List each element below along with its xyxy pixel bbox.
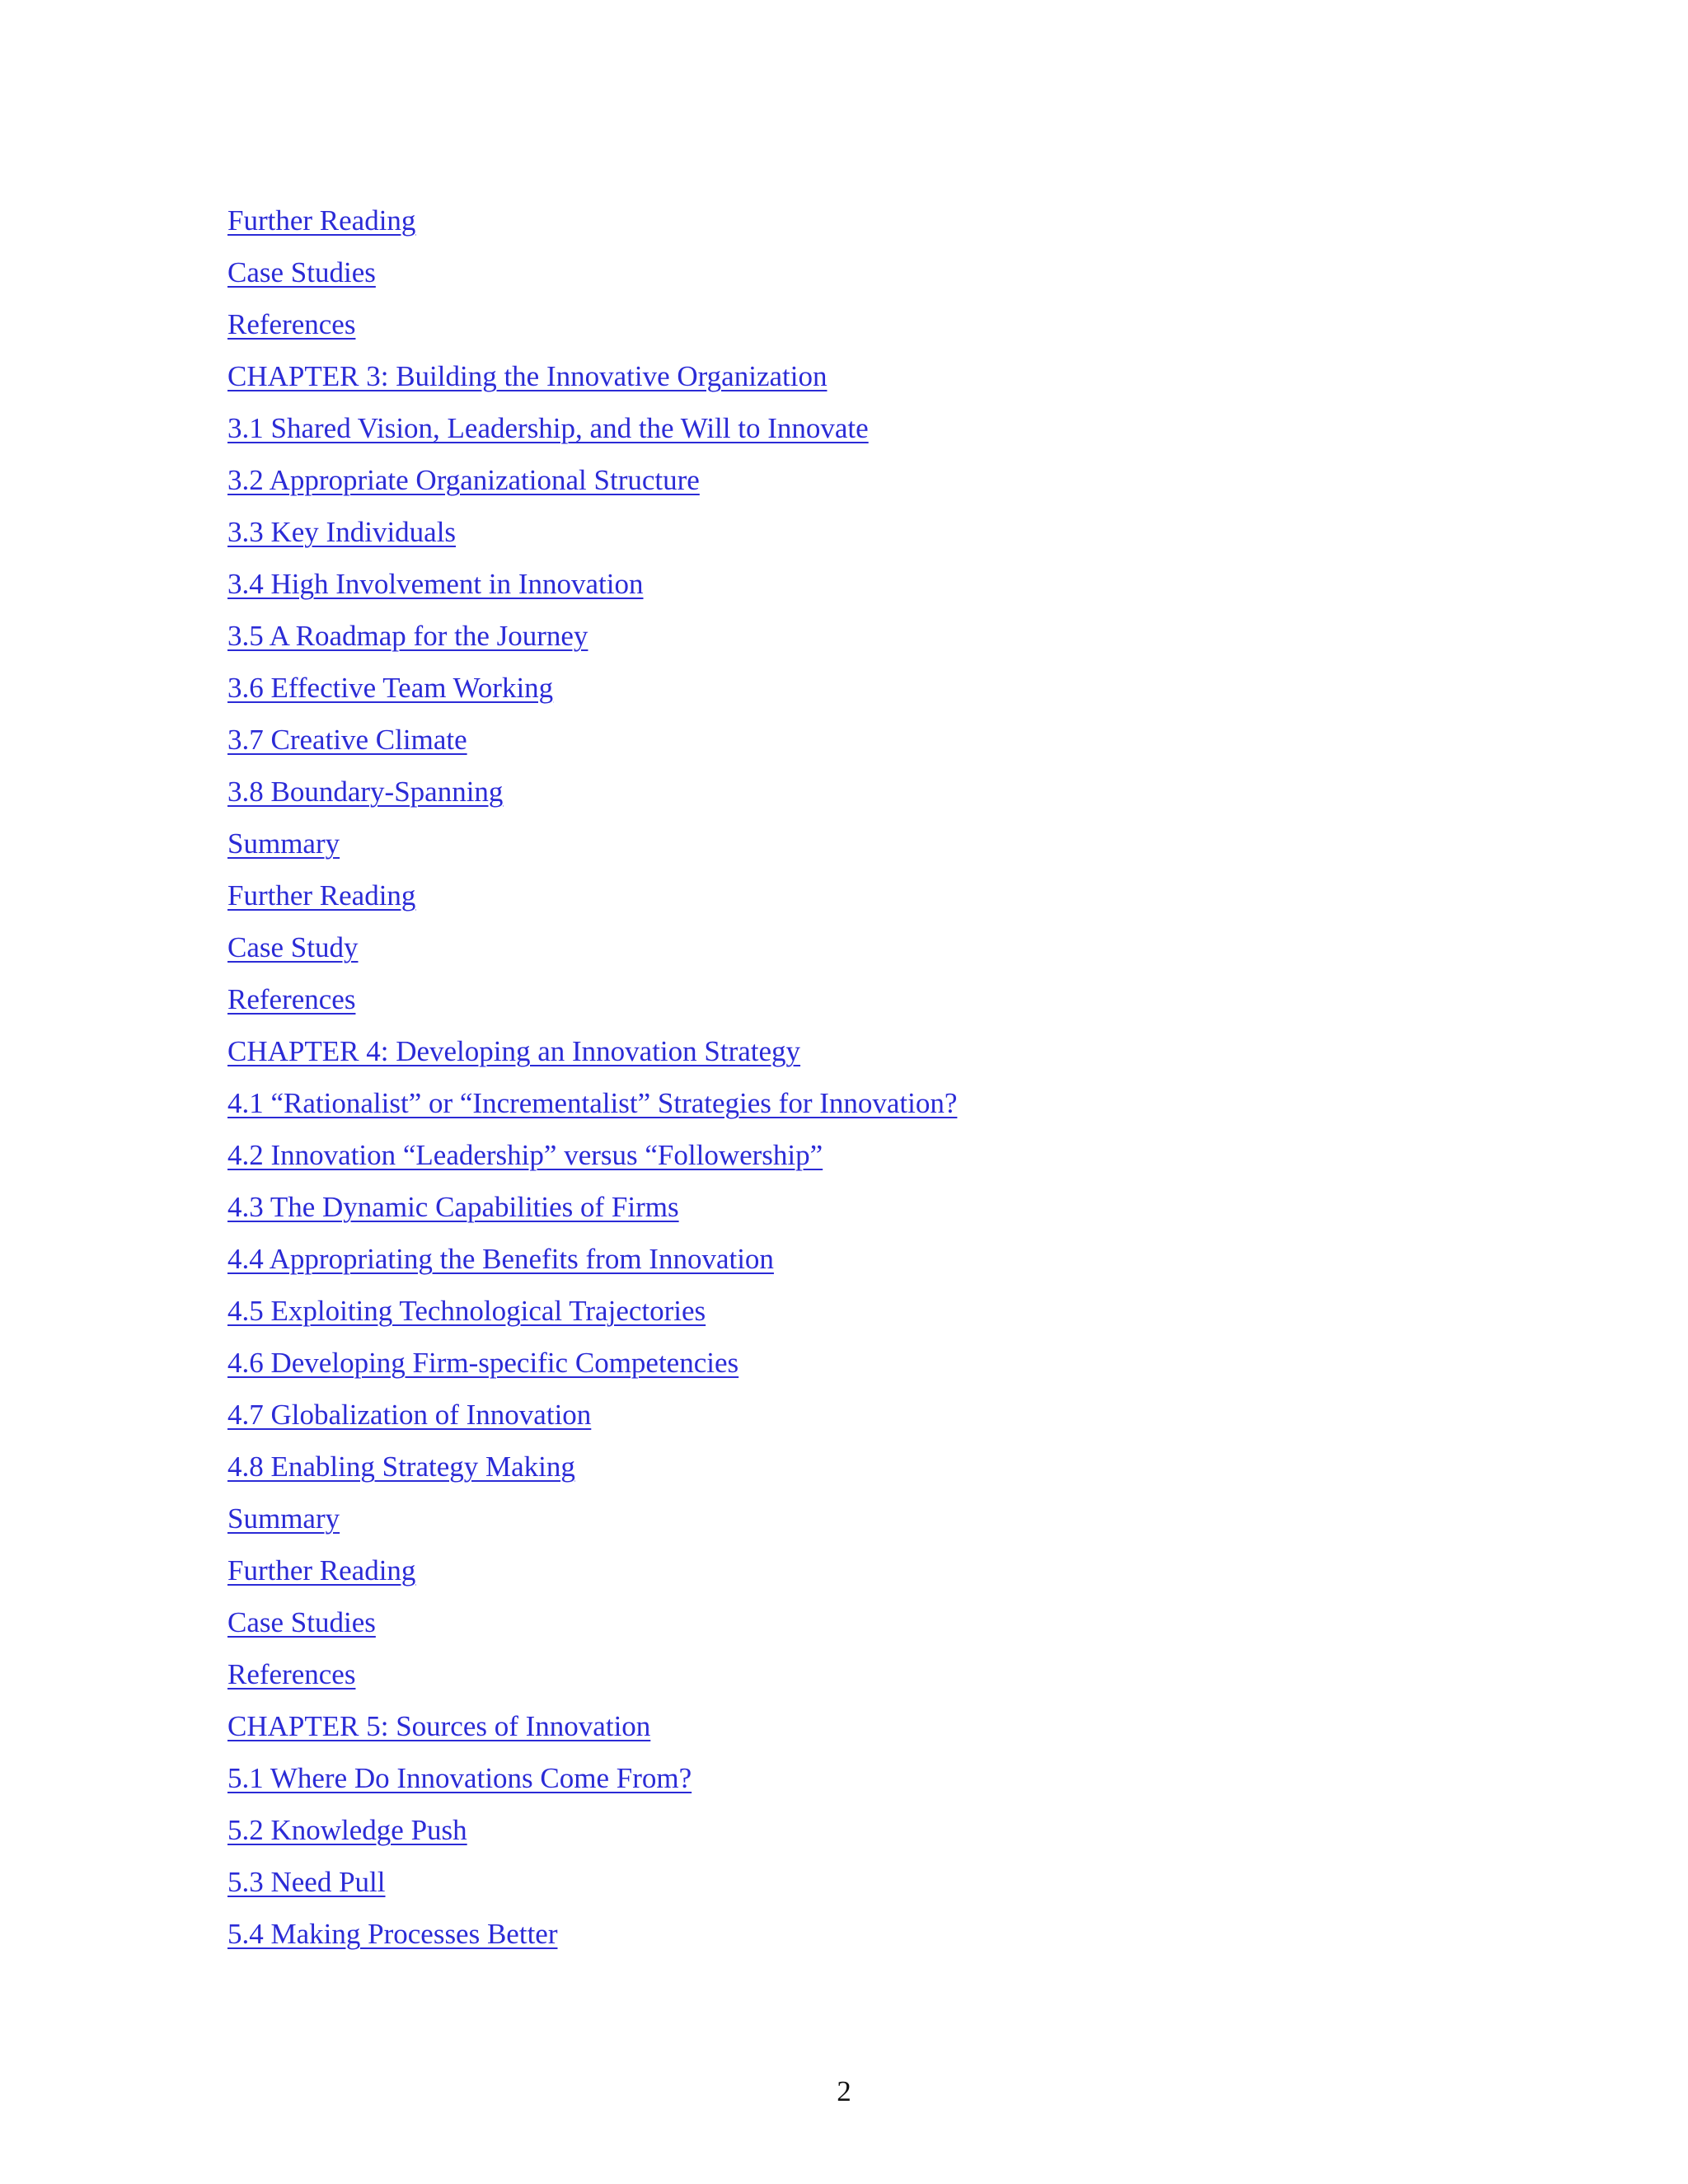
- page-number: 2: [837, 2075, 851, 2107]
- toc-item: [227, 610, 957, 662]
- toc-link-chapter-3[interactable]: CHAPTER 3: Building the Innovative Organization: [227, 360, 828, 392]
- toc-link-references[interactable]: References: [227, 1658, 356, 1690]
- toc-item: [227, 1233, 957, 1285]
- toc-item: [227, 1648, 957, 1700]
- toc-item: [227, 350, 957, 402]
- toc-link-4-6[interactable]: 4.6 Developing Firm-specific Competencies: [227, 1347, 739, 1379]
- toc-link-4-8[interactable]: 4.8 Enabling Strategy Making: [227, 1451, 575, 1483]
- toc-link-chapter-4[interactable]: CHAPTER 4: Developing an Innovation Strategy: [227, 1035, 801, 1067]
- toc-item: [227, 1129, 957, 1181]
- toc-link-3-2[interactable]: 3.2 Appropriate Organizational Structure: [227, 464, 700, 496]
- toc-item: [227, 1700, 957, 1752]
- toc-link-summary[interactable]: Summary: [227, 827, 340, 860]
- toc-item: [227, 1285, 957, 1337]
- toc-link-5-2[interactable]: 5.2 Knowledge Push: [227, 1814, 467, 1846]
- toc-link-4-3[interactable]: 4.3 The Dynamic Capabilities of Firms: [227, 1191, 679, 1223]
- toc-item: [227, 194, 957, 246]
- toc-item: [227, 1389, 957, 1441]
- toc-link-chapter-5[interactable]: CHAPTER 5: Sources of Innovation: [227, 1710, 651, 1742]
- toc-link-3-1[interactable]: 3.1 Shared Vision, Leadership, and the Will to Innovate: [227, 412, 869, 444]
- toc-item: [227, 921, 957, 973]
- toc-link-references[interactable]: References: [227, 983, 356, 1015]
- toc-item: [227, 402, 957, 454]
- toc-item: [227, 1025, 957, 1077]
- toc-item: [227, 1908, 957, 1960]
- toc-item: [227, 1752, 957, 1804]
- toc-item: [227, 869, 957, 921]
- toc-item: [227, 818, 957, 869]
- toc-link-5-1[interactable]: 5.1 Where Do Innovations Come From?: [227, 1762, 692, 1794]
- toc-item: [227, 766, 957, 818]
- toc-item: [227, 1181, 957, 1233]
- toc-item: [227, 662, 957, 714]
- toc-item: [227, 454, 957, 506]
- toc-link-references[interactable]: References: [227, 308, 356, 340]
- toc-link-5-4[interactable]: 5.4 Making Processes Better: [227, 1918, 558, 1950]
- toc-item: [227, 1337, 957, 1389]
- toc-link-4-2[interactable]: 4.2 Innovation “Leadership” versus “Followership”: [227, 1139, 823, 1171]
- toc-item: [227, 558, 957, 610]
- toc-link-3-4[interactable]: 3.4 High Involvement in Innovation: [227, 568, 644, 600]
- toc-item: [227, 506, 957, 558]
- toc-item: [227, 298, 957, 350]
- toc-link-3-3[interactable]: 3.3 Key Individuals: [227, 516, 457, 548]
- toc-link-3-5[interactable]: 3.5 A Roadmap for the Journey: [227, 620, 588, 652]
- toc-item: [227, 714, 957, 766]
- toc-link-3-8[interactable]: 3.8 Boundary-Spanning: [227, 776, 504, 808]
- toc-item: [227, 1856, 957, 1908]
- toc-link-4-5[interactable]: 4.5 Exploiting Technological Trajectories: [227, 1295, 706, 1327]
- toc-link-4-1[interactable]: 4.1 “Rationalist” or “Incrementalist” Strategies for Innovation?: [227, 1087, 958, 1119]
- toc-link-3-6[interactable]: 3.6 Effective Team Working: [227, 672, 554, 704]
- table-of-contents: [227, 194, 957, 1960]
- toc-item: [227, 973, 957, 1025]
- toc-link-summary[interactable]: Summary: [227, 1502, 340, 1535]
- toc-item: [227, 1596, 957, 1648]
- toc-item: [227, 1544, 957, 1596]
- toc-link-further-reading[interactable]: Further Reading: [227, 1554, 416, 1586]
- toc-item: [227, 1441, 957, 1493]
- toc-link-3-7[interactable]: 3.7 Creative Climate: [227, 724, 467, 756]
- toc-item: [227, 1493, 957, 1544]
- toc-link-further-reading[interactable]: Further Reading: [227, 879, 416, 912]
- toc-item: [227, 1077, 957, 1129]
- toc-item: [227, 246, 957, 298]
- toc-item: [227, 1804, 957, 1856]
- toc-link-further-reading[interactable]: Further Reading: [227, 204, 416, 237]
- toc-link-case-study[interactable]: Case Study: [227, 931, 359, 963]
- toc-link-4-7[interactable]: 4.7 Globalization of Innovation: [227, 1399, 592, 1431]
- toc-link-case-studies[interactable]: Case Studies: [227, 1606, 376, 1638]
- toc-link-case-studies[interactable]: Case Studies: [227, 256, 376, 288]
- toc-link-4-4[interactable]: 4.4 Appropriating the Benefits from Innovation: [227, 1243, 774, 1275]
- toc-link-5-3[interactable]: 5.3 Need Pull: [227, 1866, 386, 1898]
